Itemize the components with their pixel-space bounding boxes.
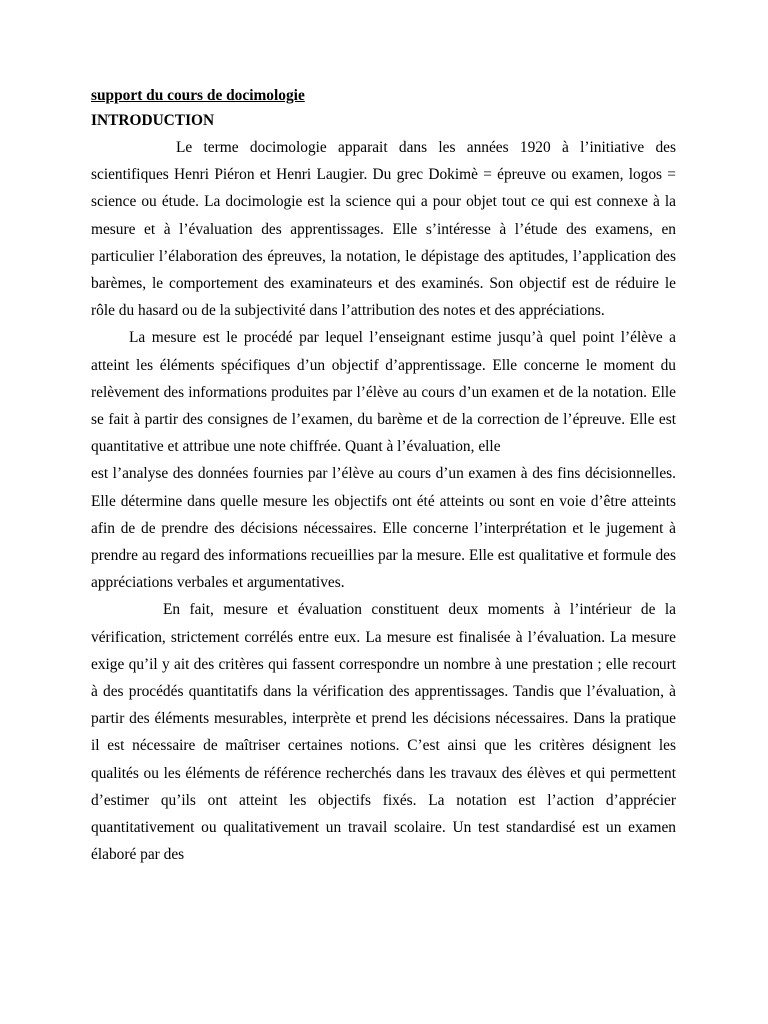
paragraph-mesure: La mesure est le procédé par lequel l’enseignant estime jusqu’à quel point l’élève a atteint les éléments spécifiques d’un objectif d’apprentissage. Elle concerne le moment du relèvement des informations produites par l’élève au cours d’un examen et de la notation. Elle se fait à partir des consignes de l’examen, du barème et de la correction de l’épreuve. Elle est quantitative et attribue une note chiffrée. Quant à l’évaluation, elle [91, 329, 676, 456]
document-title: support du cours de docimologie [91, 87, 305, 104]
paragraph-en-fait: En fait, mesure et évaluation constituent deux moments à l’intérieur de la vérification, strictement corrélés entre eux. La mesure est finalisée à l’évaluation. La mesure exige qu’il y ait des critères qui fassent correspondre un nombre à une prestation ; elle recourt à des procédés quantitatifs dans la vérification des apprentissages. Tandis que l’évaluation, à partir des éléments mesurables, interprète et prend les décisions nécessaires. Dans la pratique il est nécessaire de maîtriser certaines notions. C’est ainsi que les critères désignent les qualités ou les éléments de référence recherchés dans les travaux des élèves et qui permettent d’estimer qu’ils ont atteint les objectifs fixés. La notation est l’action d’apprécier quantitativement ou qualitativement un travail scolaire. Un test standardisé est un examen élaboré par des [91, 601, 676, 864]
paragraph-intro: Le terme docimologie apparait dans les années 1920 à l’initiative des scientifiques Henri Piéron et Henri Laugier. Du grec Dokimè = épreuve ou examen, logos = science ou étude. La docimologie est la science qui a pour objet tout ce qui est connexe à la mesure et à l’évaluation des apprentissages. Elle s’intéresse à l’étude des examens, en particulier l’élaboration des épreuves, la notation, le dépistage des aptitudes, l’application des barèmes, le comportement des examinateurs et des examinés. Son objectif est de réduire le rôle du hasard ou de la subjectivité dans l’attribution des notes et des appréciations. [91, 139, 676, 320]
section-heading: INTRODUCTION [91, 112, 215, 129]
paragraph-evaluation: est l’analyse des données fournies par l’élève au cours d’un examen à des fins décisionnelles. Elle détermine dans quelle mesure les objectifs ont été atteints ou sont en voie d’être atteints afin de de prendre des décisions nécessaires. Elle concerne l’interprétation et le jugement à prendre au regard des informations recueillies par la mesure. Elle est qualitative et formule des appréciations verbales et argumentatives. [91, 465, 676, 592]
document-body [91, 85, 676, 868]
